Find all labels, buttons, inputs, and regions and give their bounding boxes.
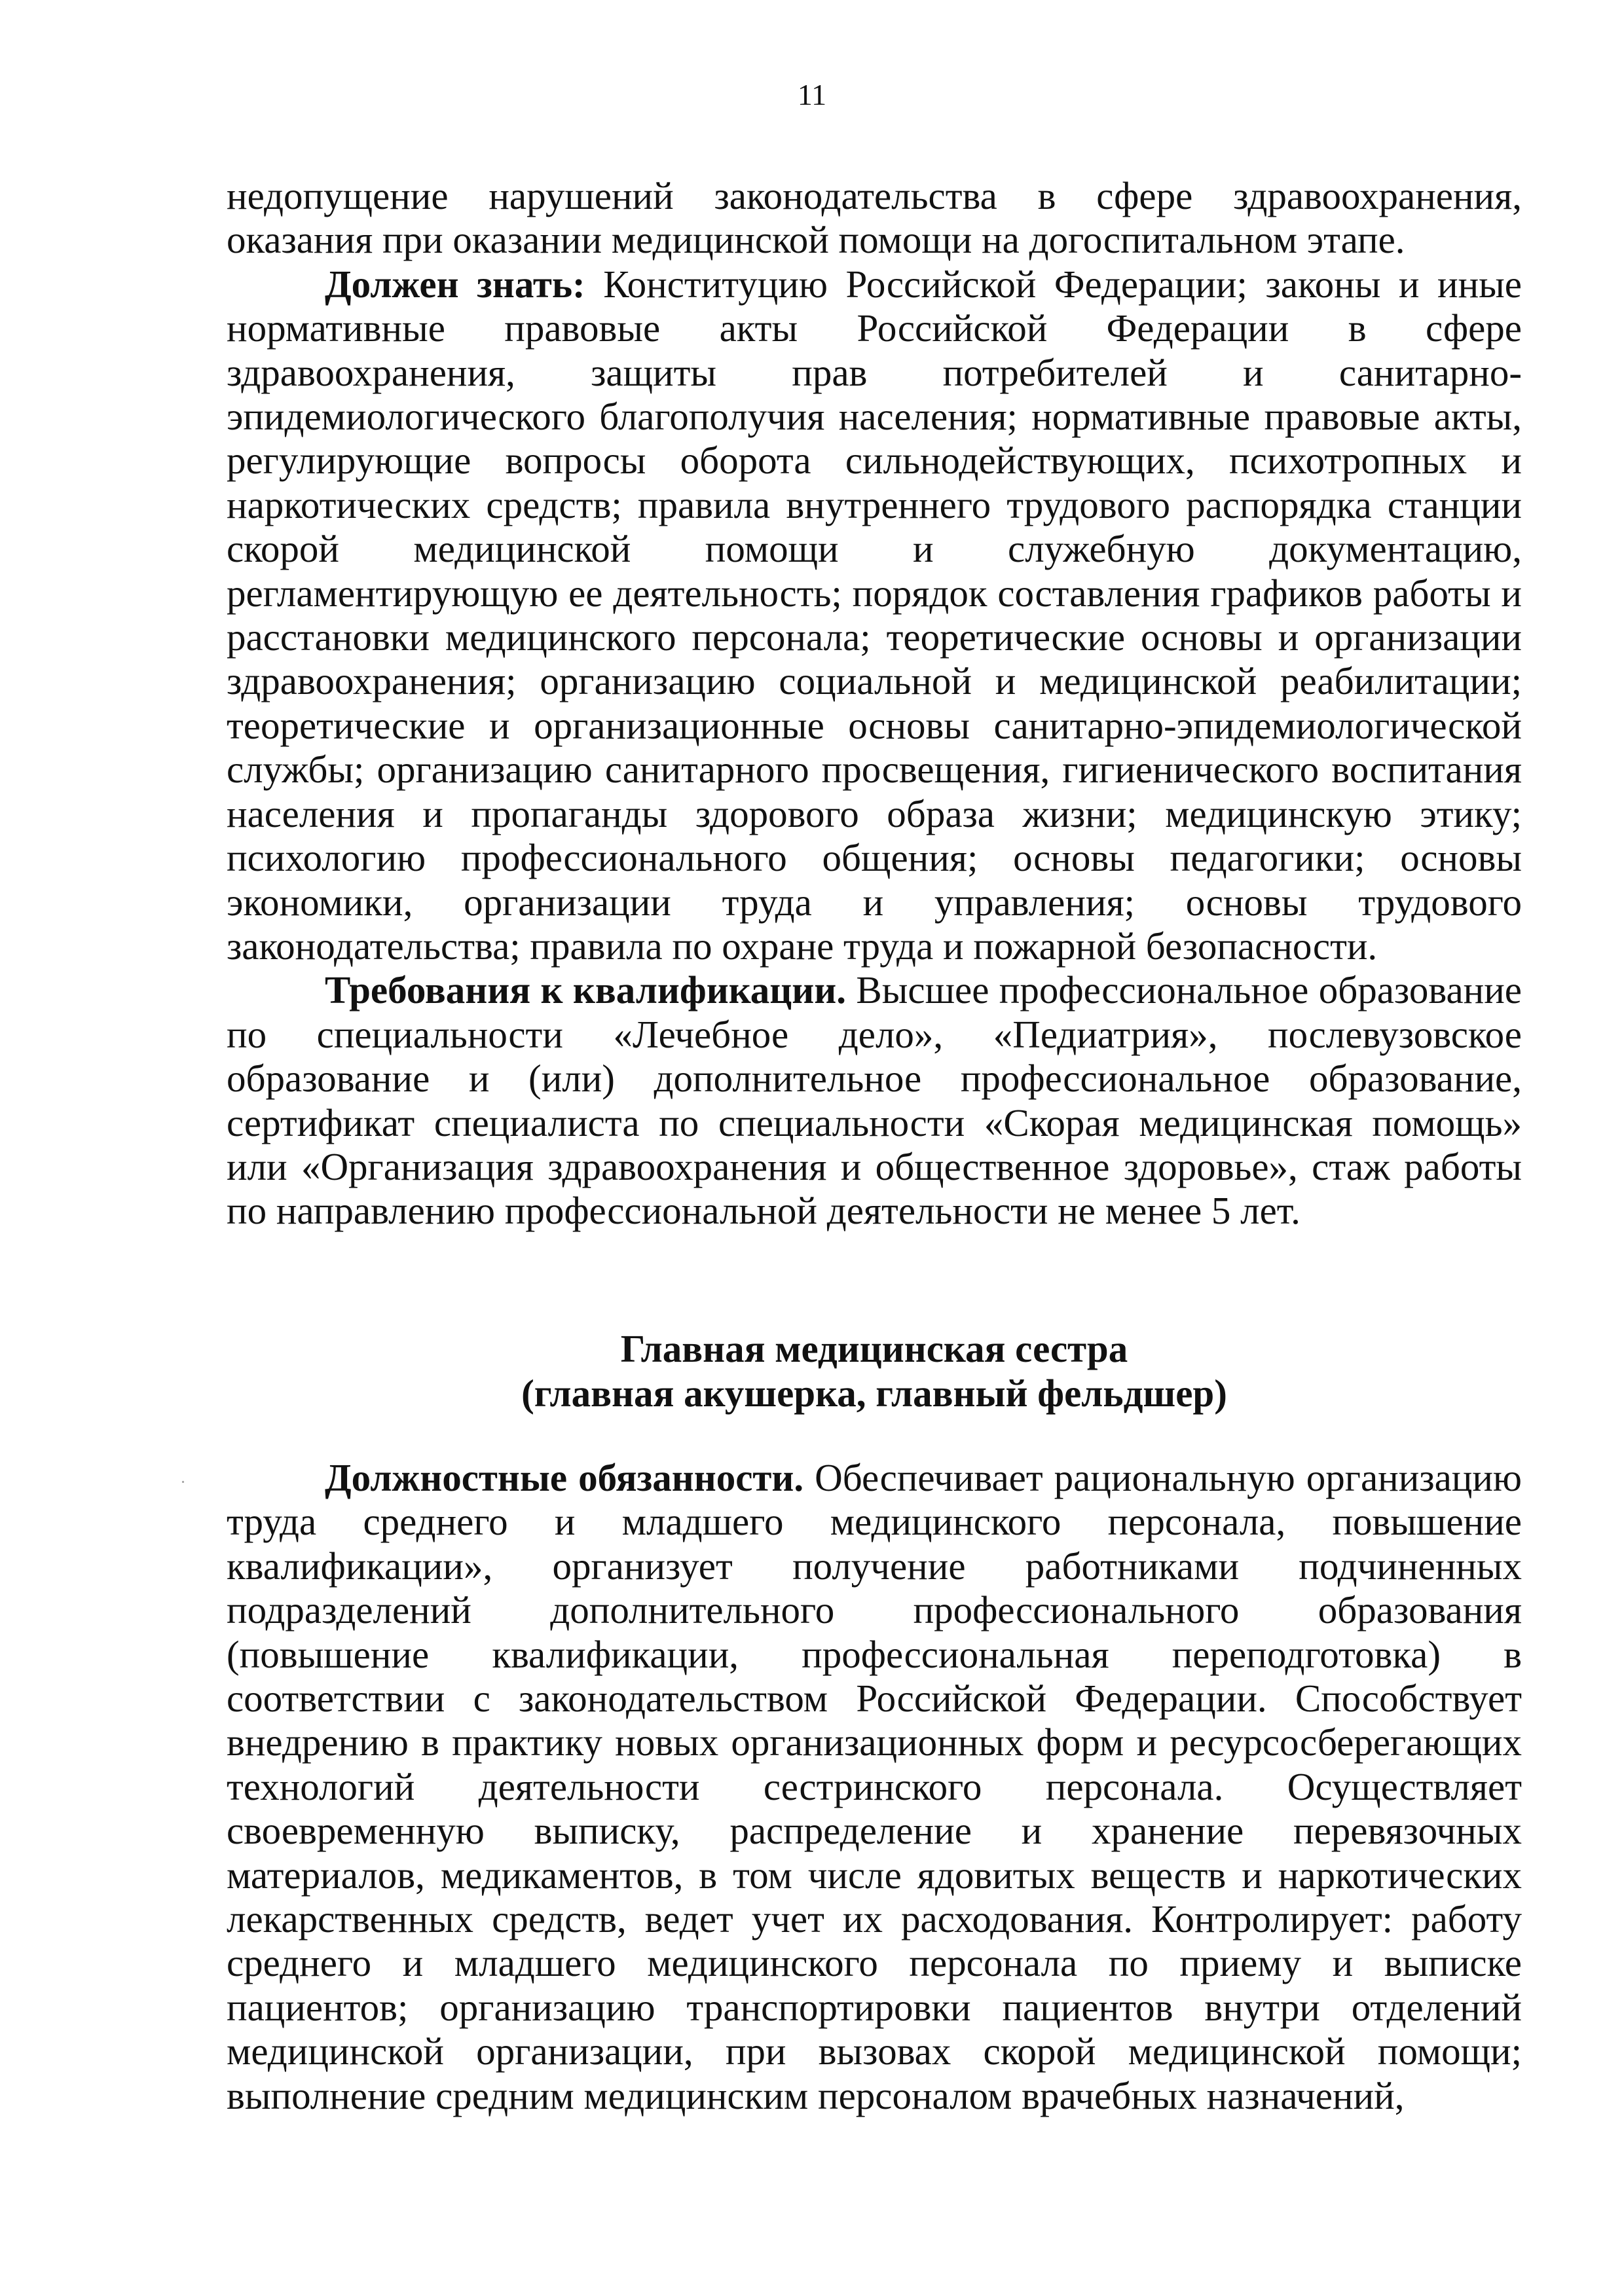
requirements-paragraph <box>227 968 1522 1233</box>
section-title-line-1: Главная медицинская сестра <box>620 1327 1128 1370</box>
knowledge-text: Конституцию Российской Федерации; законы и иные нормативные правовые акты Российской Федерации в сфере здравоохранения, защиты прав потребителей и санитарно-эпидемиологического благополучия населения; нормативные правовые акты, регулирующие вопросы оборота сильнодействующих, психотропных и наркотических средств; правила внутреннего трудового распорядка станции скорой медицинской помощи и служебную документацию, регламентирующую ее деятельность; порядок составления графиков работы и расстановки медицинского персонала; теоретические основы и организации здравоохранения; организацию социальной и медицинской реабилитации; теоретические и организационные основы санитарно-эпидемиологической службы; организацию санитарного просвещения, гигиенического воспитания населения и пропаганды здорового образа жизни; медицинскую этику; психологию профессионального общения; основы педагогики; основы экономики, организации труда и управления; основы трудового законодательства; правила по охране труда и пожарной безопасности. <box>227 262 1522 968</box>
duties-paragraph <box>227 1456 1522 2118</box>
scan-speck <box>182 1481 184 1483</box>
document-body-bottom <box>227 1456 1522 2118</box>
page-number: 11 <box>797 78 827 111</box>
section-title-line-2: (главная акушерка, главный фельдшер) <box>521 1372 1227 1415</box>
section-heading <box>227 1326 1522 1415</box>
intro-paragraph: недопущение нарушений законодательства в сфере здравоохранения, оказания при оказании медицинской помощи на догоспитальном этапе. <box>227 174 1522 262</box>
knowledge-label: Должен знать: <box>325 262 585 306</box>
duties-text: Обеспечивает рациональную организацию труда среднего и младшего медицинского персонала, повышение квалификации», организует получение работниками подчиненных подразделений дополнительного профессионального образования (повышение квалификации, профессиональная переподготовка) в соответствии с законодательством Российской Федерации. Способствует внедрению в практику новых организационных форм и ресурсосберегающих технологий деятельности сестринского персонала. Осуществляет своевременную выписку, распределение и хранение перевязочных материалов, медикаментов, в том числе ядовитых веществ и наркотических лекарственных средств, ведет учет их расходования. Контролирует: работу среднего и младшего медицинского персонала по приему и выписке пациентов; организацию транспортировки пациентов внутри отделений медицинской организации, при вызовах скорой медицинской помощи; выполнение средним медицинским персоналом врачебных назначений, <box>227 1456 1522 2117</box>
document-body-top <box>227 174 1522 1233</box>
requirements-label: Требования к квалификации. <box>325 968 847 1012</box>
requirements-text: Высшее профессиональное образование по специальности «Лечебное дело», «Педиатрия», послевузовское образование и (или) дополнительное профессиональное образование, сертификат специалиста по специальности «Скорая медицинская помощь» или «Организация здравоохранения и общественное здоровье», стаж работы по направлению профессиональной деятельности не менее 5 лет. <box>227 968 1522 1233</box>
knowledge-paragraph <box>227 263 1522 969</box>
duties-label: Должностные обязанности. <box>325 1456 804 1499</box>
